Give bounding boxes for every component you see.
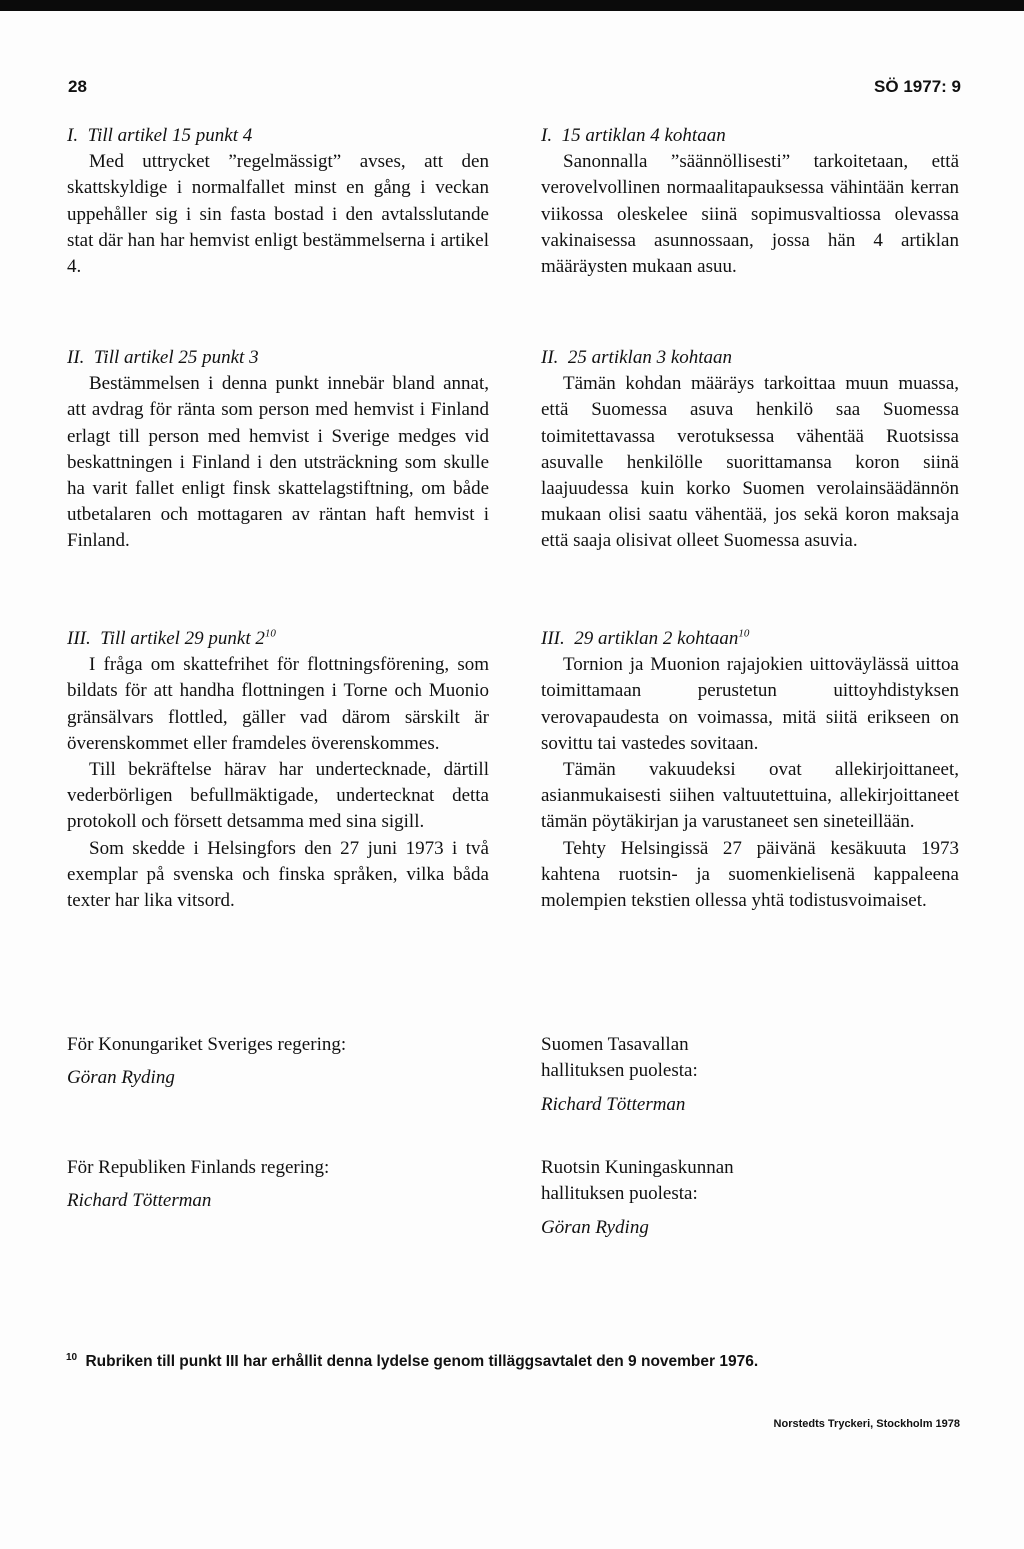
signature-block-finland-fi (541, 1032, 959, 1119)
section-number: III. (67, 628, 91, 649)
signature-label: Suomen Tasavallan (541, 1034, 689, 1055)
section-3-swedish (67, 626, 489, 914)
section-text: Med uttrycket ”regelmässigt” avses, att den skattskyldige i normalfallet minst en gång i veckan uppehåller sig i sin fasta bostad i den avtalsslutande stat där han har hemvist enligt bestämmelserna i artikel 4. (67, 151, 489, 278)
signatory-name: Richard Tötterman (541, 1094, 686, 1116)
signature-block-sweden (67, 1032, 489, 1091)
signature-label: hallituksen puolesta: (541, 1183, 698, 1205)
footnote-marker: 10 (738, 627, 750, 640)
printer-imprint: Norstedts Tryckeri, Stockholm 1978 (773, 1418, 960, 1430)
section-title: 29 artiklan 2 kohtaan (574, 628, 739, 649)
document-reference: SÖ 1977: 9 (874, 77, 961, 96)
signature-label: För Republiken Finlands regering: (67, 1157, 330, 1178)
signature-label: hallituksen puolesta: (541, 1060, 698, 1082)
signature-block-sweden-fi (541, 1155, 959, 1242)
section-text: Sanonnalla ”säännöllisesti” tarkoitetaan, että verovelvollinen normaalitapauksessa vähintään kerran viikossa oleskelee siinä sopimusvaltiossa olevassa vakinaisessa asunnossaan, jossa hän 4 artiklan määräysten mukaan asuu. (541, 151, 959, 278)
section-text: Bestämmelsen i denna punkt innebär bland annat, att avdrag för ränta som person med hemvist i Finland erlagt till person med hemvist i Sverige medges vid beskattningen i Finland i den utsträckning som skulle ha varit fallet enligt finsk skattelagstiftning, om både utbetalaren och mottagaren av räntan haft hemvist i Finland. (67, 373, 489, 552)
footnote (66, 1352, 966, 1372)
signatory-name: Göran Ryding (67, 1067, 175, 1089)
section-number: II. (541, 347, 559, 368)
place-date-text: Som skedde i Helsingfors den 27 juni 1973 i två exemplar på svenska och finska språken, vilka båda texter har lika vitsord. (67, 837, 489, 912)
attestation-text: Till bekräftelse härav har undertecknade, därtill vederbörligen befullmäktigade, undertecknat detta protokoll och försett detsamma med sina sigill. (67, 759, 489, 833)
section-1-swedish (67, 123, 489, 280)
signatory-name: Richard Tötterman (67, 1190, 212, 1212)
section-1-finnish (541, 123, 959, 280)
scan-top-border (0, 0, 1024, 11)
footnote-marker: 10 (264, 627, 276, 640)
section-2-swedish (67, 345, 489, 555)
signature-block-finland (67, 1155, 489, 1214)
section-title: Till artikel 25 punkt 3 (93, 347, 259, 368)
section-title: 15 artiklan 4 kohtaan (561, 125, 726, 146)
section-text: Tämän kohdan määräys tarkoittaa muun muassa, että Suomessa asuva henkilö saa Suomessa toimitettavassa verotuksessa vähentää Ruotsissa asuvalle henkilölle suorittamansa koron siinä laajuudessa kuin korko Suomen verolainsäädännön mukaan olisi saatu vähentää, jos sekä koron maksaja että saaja olisivat olleet Suomessa asuvia. (541, 373, 959, 552)
signature-label: För Konungariket Sveriges regering: (67, 1034, 347, 1055)
section-title: Till artikel 29 punkt 2 (100, 628, 265, 649)
section-number: I. (67, 125, 79, 146)
attestation-text: Tämän vakuudeksi ovat allekirjoittaneet, asianmukaisesti siihen valtuutettuina, allekirjoittaneet tämän pöytäkirjan ja varustaneet sen sineteillään. (541, 759, 959, 833)
section-heading (541, 345, 959, 371)
place-date-text: Tehty Helsingissä 27 päivänä kesäkuuta 1973 kahtena ruotsin- ja suomenkielisenä kappaleena molempien tekstien ollessa yhtä todistusvoimaiset. (541, 837, 959, 912)
footnote-number: 10 (66, 1351, 78, 1363)
section-heading (67, 626, 489, 652)
section-text: I fråga om skattefrihet för flottningsförening, som bildats för att handha flottningen i Torne och Muonio gränsälvars flottled, gäller vad därom särskilt är överenskommet eller framdeles överenskommes. (67, 654, 489, 754)
footnote-text: Rubriken till punkt III har erhållit denna lydelse genom tilläggsavtalet den 9 november 1976. (85, 1353, 759, 1370)
section-heading (67, 345, 489, 371)
signature-label: Ruotsin Kuningaskunnan (541, 1157, 734, 1178)
section-number: II. (67, 347, 85, 368)
section-2-finnish (541, 345, 959, 555)
section-number: III. (541, 628, 565, 649)
section-heading (541, 626, 959, 652)
page-number: 28 (68, 77, 87, 96)
section-title: 25 artiklan 3 kohtaan (567, 347, 733, 368)
signatory-name: Göran Ryding (541, 1217, 649, 1239)
section-3-finnish (541, 626, 959, 914)
section-heading (67, 123, 489, 149)
section-text: Tornion ja Muonion rajajokien uittoväylässä uittoa toimittamaan perustetun uittoyhdistyksen verovapaudesta on voimassa, mitä siitä erikseen on sovittu tai vastedes sovitaan. (541, 654, 959, 754)
section-heading (541, 123, 959, 149)
section-number: I. (541, 125, 553, 146)
section-title: Till artikel 15 punkt 4 (87, 125, 253, 146)
